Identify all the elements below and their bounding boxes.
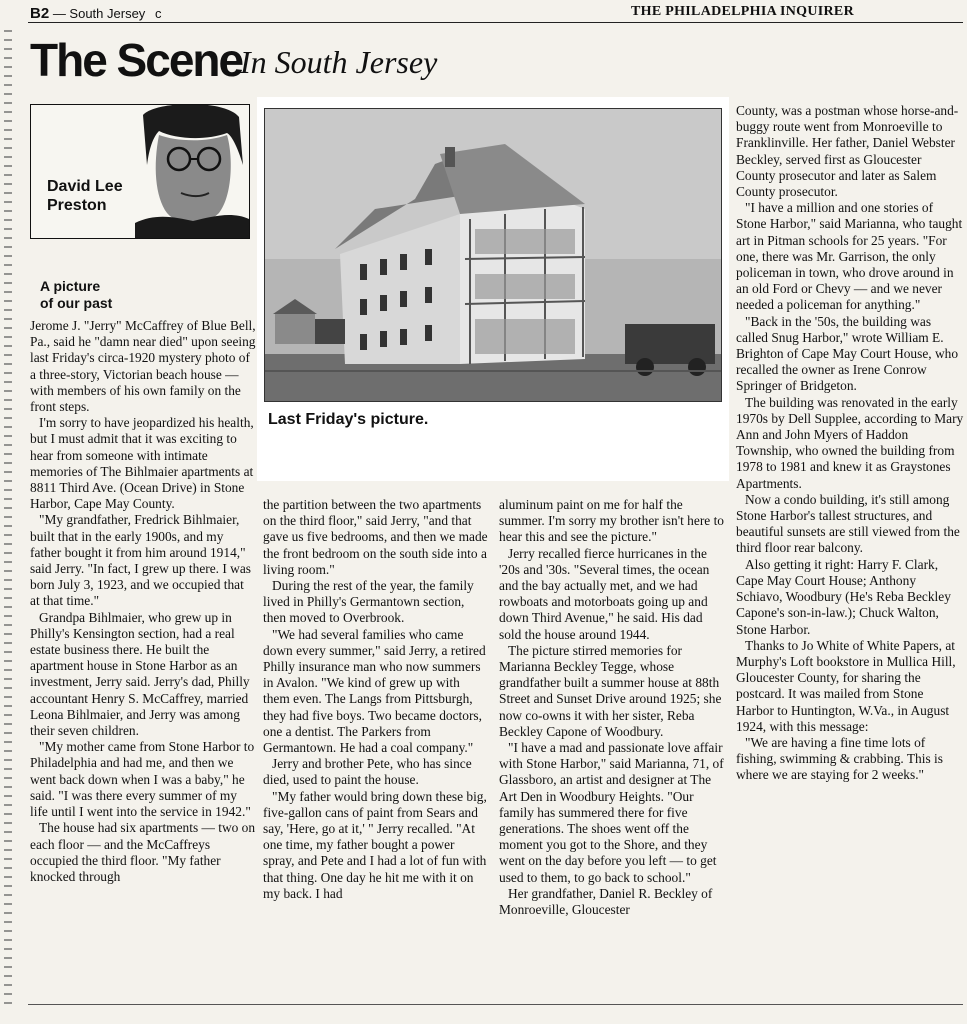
newspaper-name: THE PHILADELPHIA INQUIRER <box>631 4 854 19</box>
paragraph: "I have a mad and passionate love affair with Stone Harbor," said Marianna, 71, of Glassboro, an artist and designer at The Art Den in Woodbury Heights. "Our family has summered there for five generations. The shoes went off the moment you got to the Shore, and they went on the day before you left — to get used to them, to go back to school." <box>499 740 724 885</box>
paragraph: Now a condo building, it's still among Stone Harbor's tallest structures, and beautiful sunsets are still viewed from the third floor rear balcony. <box>736 491 960 556</box>
section-label: — South Jersey <box>52 6 146 21</box>
column-subtitle: In South Jersey <box>240 44 438 80</box>
paragraph: Jerome J. "Jerry" McCaffrey of Blue Bell, Pa., said he "damn near died" upon seeing last Friday's circa-1920 mystery photo of a three-story, Victorian beach house — with members of his own family on the front steps. <box>30 318 256 415</box>
paragraph: Thanks to Jo White of White Papers, at Murphy's Loft bookstore in Mullica Hill, Gloucester County, for sharing the postcard. It was mailed from Stone Harbor to Huntington, W.Va., in August 1924, with this message: <box>736 637 956 734</box>
header-rule <box>28 22 963 23</box>
paragraph: "My father would bring down these big, five-gallon cans of paint from Sears and say, 'Here, go at it,' " Jerry recalled. "At one time, my father bought a power spray, and Pete and I had a lot of fun with that thing. One day he hit me with it on my back. I had <box>263 788 487 901</box>
paragraph: The picture stirred memories for Marianna Beckley Tegge, whose grandfather built a summer house at 88th Street and Sunset Drive around 1925; she now co-owns it with her sister, Reba Beckley Capone of Woodbury. <box>499 642 722 739</box>
paragraph: County, was a postman whose horse-and-buggy route went from Monroeville to Franklinville. Her father, Daniel Webster Beckley, served first as Gloucester County prosecutor and later as Salem County prosecutor. <box>736 103 959 200</box>
author-portrait <box>135 105 249 238</box>
beach-house-photo <box>264 108 722 402</box>
paragraph: I'm sorry to have jeopardized his health, but I must admit that it was exciting to hear from someone with intimate memories of The Bihlmaier apartments at 8811 Third Ave. (Ocean Drive) in Stone Harbor, Cape May County. <box>30 415 254 512</box>
paragraph: Jerry and brother Pete, who has since died, used to paint the house. <box>263 756 472 788</box>
article-column-2 <box>263 497 489 902</box>
page-header-left <box>30 5 161 22</box>
author-name: David Lee Preston <box>47 178 123 214</box>
article-headline: A picture of our past <box>40 278 113 311</box>
paragraph: "Back in the '50s, the building was called Snug Harbor," wrote William E. Brighton of Cape May Court House, who recalled the owner as Irene Conrow Springer of Bridgeton. <box>736 313 959 394</box>
article-column-3 <box>499 497 725 918</box>
paragraph: The building was renovated in the early 1970s by Dell Supplee, according to Mary Ann and John Myers of Haddon Township, who owned the building from 1978 to 1981 and knew it as Graystones Apartments. <box>736 394 964 491</box>
paragraph: Also getting it right: Harry F. Clark, Cape May Court House; Anthony Schiavo, Woodbury (He's Reba Beckley Capone's son-in-law.); Chuck Walton, Stone Harbor. <box>736 556 951 637</box>
paragraph: "My grandfather, Fredrick Bihlmaier, built that in the early 1900s, and my father bought it from him around 1914," said Jerry. "In fact, I grew up there. I was born July 3, 1923, and we occupied that at that time." <box>30 512 251 609</box>
photo-caption: Last Friday's picture. <box>268 411 429 428</box>
paragraph: "I have a million and one stories of Stone Harbor," said Marianna, who taught art in Pitman schools for 25 years. "For one, there was Mr. Garrison, the only policeman in town, who drove around in an old Ford or Chevy — and we never needed a policeman for anything." <box>736 200 963 313</box>
scan-edge-dots <box>4 30 12 1010</box>
paragraph: Her grandfather, Daniel R. Beckley of Monroeville, Gloucester <box>499 885 713 918</box>
footer-rule <box>28 1004 963 1005</box>
paragraph: The house had six apartments — two on each floor — and the McCaffreys occupied the third floor. "My father knocked through <box>30 820 256 884</box>
paragraph: Grandpa Bihlmaier, who grew up in Philly's Kensington section, had a real estate business there. He built the apartment house in Stone Harbor as an investment, Jerry said. Jerry's dad, Philly accountant Henry S. McCaffrey, married Leona Bihlmaier, and Jerry was among their seven children. <box>30 609 250 739</box>
column-title: The Scene <box>30 34 243 86</box>
paragraph: the partition between the two apartments on the third floor," said Jerry, "and that gave us five bedrooms, and then we made the front bedroom on the south side into a living room." <box>263 497 488 577</box>
paragraph: "We had several families who came down every summer," said Jerry, a retired Philly insurance man who now summers in Avalon. "We kind of grew up with them even. The Langs from Pittsburgh, they had five boys. Two became doctors, one a dentist. The Parkers from Germantown. He had a coal company." <box>263 626 486 756</box>
article-column-1 <box>30 318 256 885</box>
paragraph: During the rest of the year, the family lived in Philly's Germantown section, then moved to Overbrook. <box>263 578 474 626</box>
paragraph: "We are having a fine time lots of fishing, swimming & crabbing. This is where we are staying for 2 weeks." <box>736 734 943 783</box>
page-number: B2 <box>30 5 50 22</box>
author-box <box>30 104 250 239</box>
paragraph: Jerry recalled fierce hurricanes in the '20s and '30s. "Several times, the ocean and the bay actually met, and we had rowboats and motorboats going up and down Third Avenue," he said. His dad sold the house around 1944. <box>499 545 710 642</box>
paragraph: aluminum paint on me for half the summer. I'm sorry my brother isn't here to hear this and see the picture." <box>499 497 724 545</box>
article-column-4 <box>736 103 964 784</box>
paragraph: "My mother came from Stone Harbor to Philadelphia and had me, and then we went back down when I was a baby," he said. "I was there every summer of my life until I went into the service in 1942." <box>30 739 255 820</box>
edition-mark: c <box>154 6 162 21</box>
